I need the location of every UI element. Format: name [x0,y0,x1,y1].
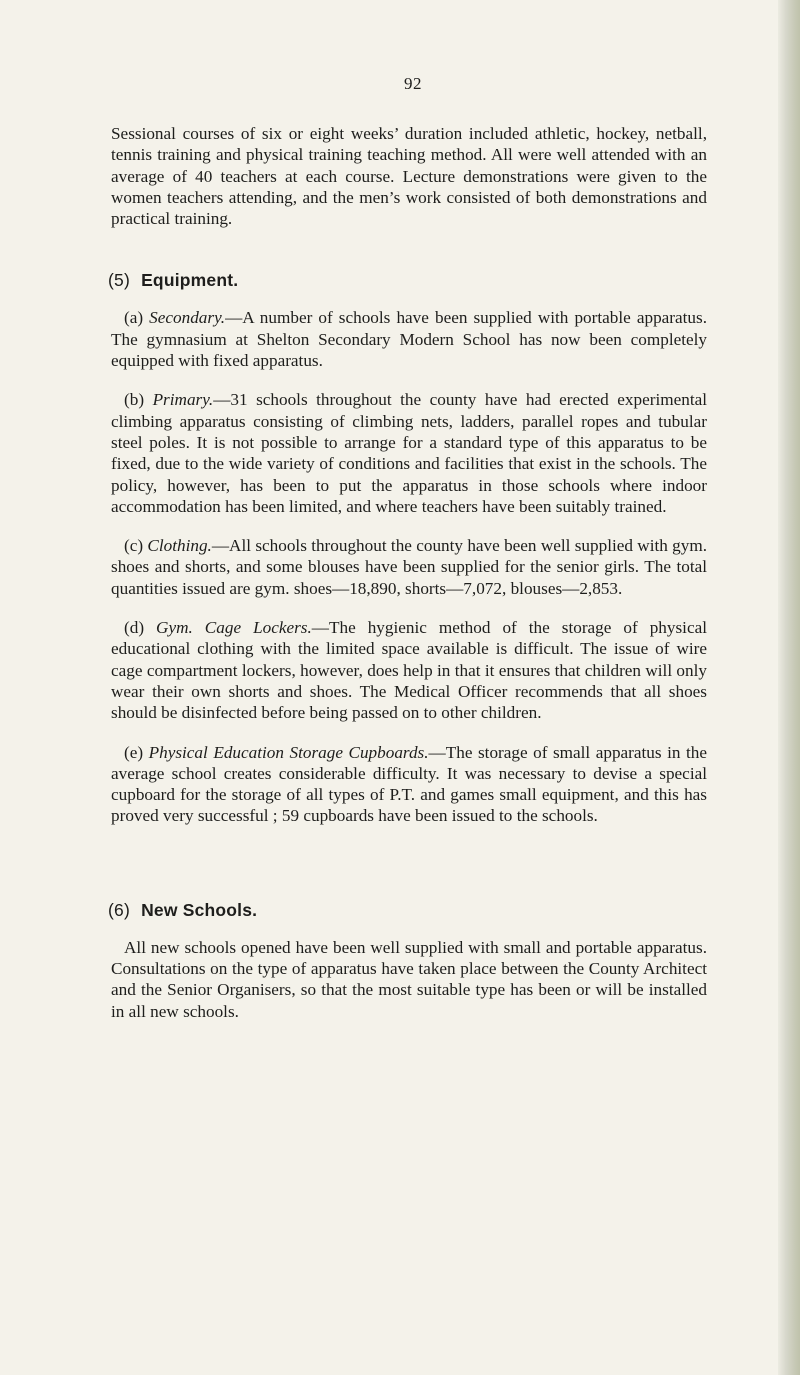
item-c-label: (c) [124,536,144,556]
item-a-paragraph [111,307,707,371]
item-c-title: Clothing. [147,536,212,556]
item-c-text: —All schools throughout the county have been well supplied with gym. shoes and shorts, and some blouses have been supplied for the senior girls. The total quantities issued are gym. shoes—18,890, shorts—7,072, blouses—2,853. [111,536,707,598]
page-edge-shadow [778,0,800,1375]
item-b-label: (b) [124,390,145,410]
item-e-paragraph [111,742,707,827]
section-6-title: New Schools. [141,899,258,920]
item-d-text: —The hygienic method of the storage of physical educational clothing with the limited space available is difficult. The issue of wire cage compartment lockers, however, does help in that it ensures that children will only wear their own shorts and shoes. The Medical Officer recommends that all shoes should be disinfected before being passed on to other children. [111,618,707,723]
section-6-heading [108,900,707,921]
item-a-text: —A number of schools have been supplied with portable apparatus. The gymnasium at Shelton Secondary Modern School has now been completely equipped with fixed apparatus. [111,308,708,371]
item-e-text: —The storage of small apparatus in the average school creates considerable difficulty. It was necessary to devise a special cupboard for the storage of all types of P.T. and games small equipment, and this has proved very successful ; 59 cupboards have been issued to the schools. [111,742,708,826]
section-6-number: (6) [108,899,130,920]
item-e-title: Physical Education Storage Cupboards. [148,742,429,762]
document-page [108,74,708,1040]
item-a-label: (a) [124,308,144,328]
item-d-label: (d) [124,618,145,638]
page-number: 92 [404,74,422,93]
item-b-title: Primary. [152,390,214,410]
section-5-number: (5) [108,270,130,291]
intro-paragraph: Sessional courses of six or eight weeks’ duration included athletic, hockey, netball, tennis training and physical training teaching method. All were well attended with an average of 40 teachers at each course. Lecture demonstrations were given to the women teachers attending, and the men’s work consisted of both demonstrations and practical training. [111,124,707,229]
section-5-title: Equipment. [141,270,239,291]
item-a-title: Secondary. [149,308,226,328]
item-e-label: (e) [124,742,144,762]
item-c-paragraph [111,535,707,599]
item-b-text: —31 schools throughout the county have had erected experimental climbing apparatus consisting of climbing nets, ladders, parallel ropes and tubular steel poles. It is not possible to arrange for a standard type of this apparatus to be fixed, due to the wide variety of conditions and facilities that exist in the schools. The policy, however, has been to put the apparatus in those schools where indoor accommodation has been limited, and where teachers have been suitably trained. [111,390,707,516]
item-d-paragraph [111,617,707,723]
item-d-title: Gym. Cage Lockers. [156,618,312,638]
section-6-paragraph: All new schools opened have been well supplied with small and portable apparatus. Consultations on the type of apparatus have taken place between the County Architect and the Senior Organisers, so that the most suitable type has been or will be installed in all new schools. [111,937,707,1021]
section-5-heading [108,270,707,291]
item-b-paragraph [111,389,707,517]
